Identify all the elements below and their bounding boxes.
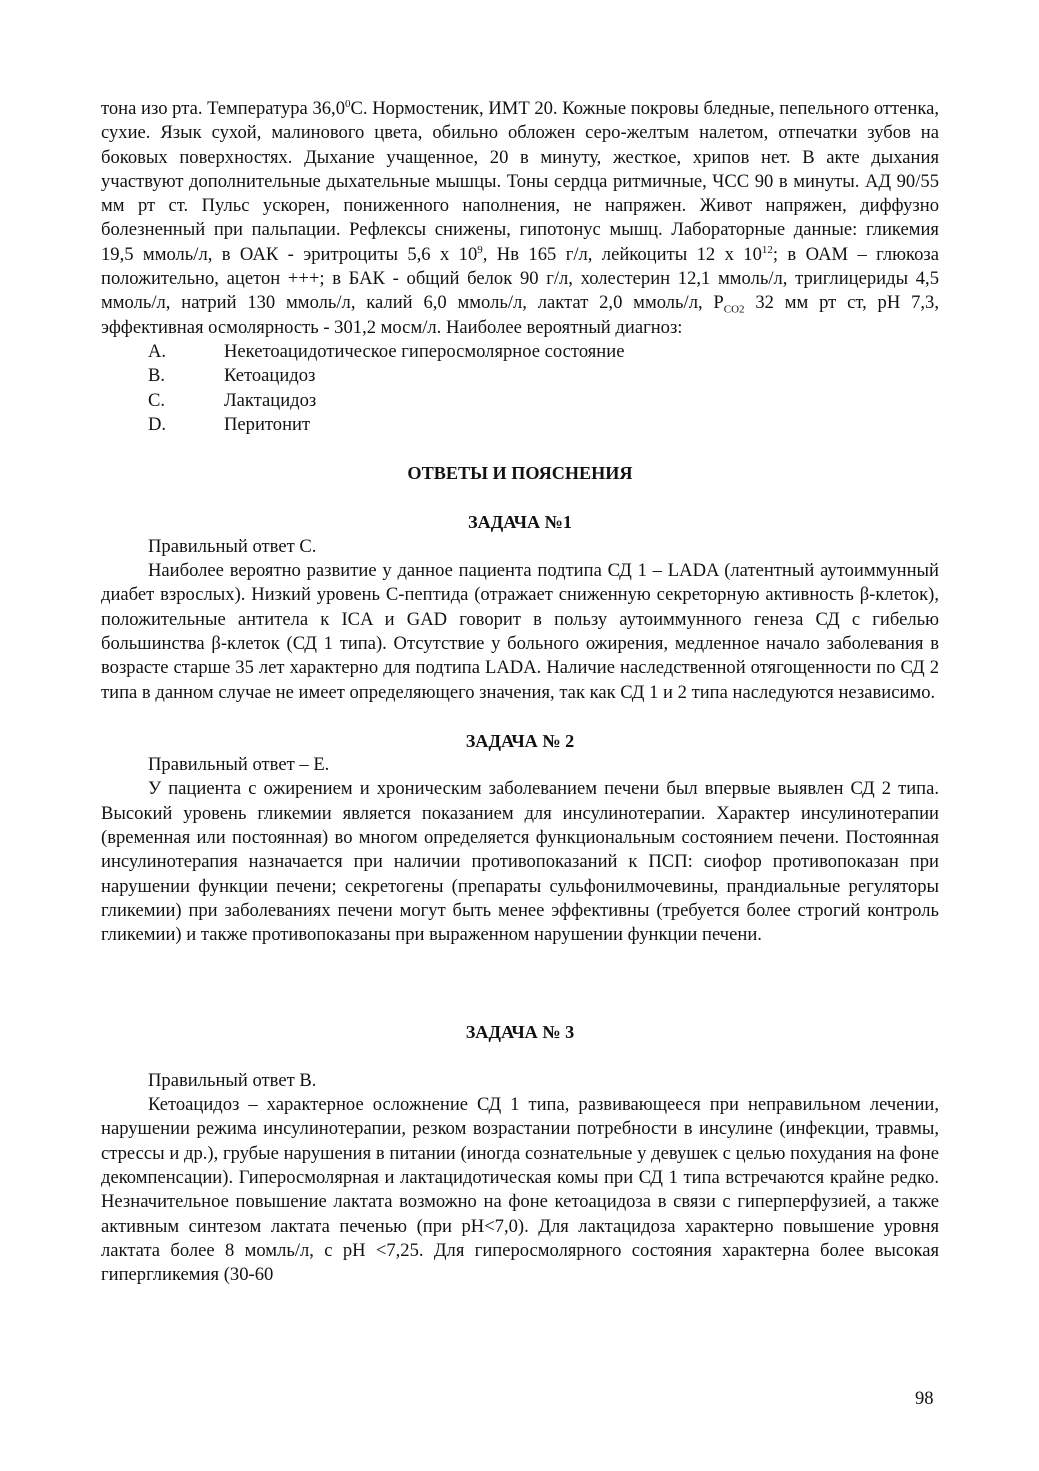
intro-text: 32 мм рт ст, рН 7,3, эффективная осмолярность - 301,2 мосм/л. Наиболее вероятный диагноз: [101, 292, 939, 338]
option-text: Некетоацидотическое гиперосмолярное состояние [224, 340, 625, 362]
task-2-answer: Правильный ответ – Е. [148, 754, 330, 776]
option-text: Перитонит [224, 413, 311, 435]
task-1-answer: Правильный ответ С. [148, 535, 317, 557]
task-1-explanation: Наиболее вероятно развитие у данное пациента подтипа СД 1 – LADA (латентный аутоиммунный диабет взрослых). Низкий уровень С-пептида (отражает сниженную секреторную активность β-клеток), положительные антитела к ICA и GAD говорит в пользу аутоиммунного генеза СД с гибелью большинства β-клеток (СД 1 типа). Отсутствие у больного ожирения, медленное начало заболевания в возрасте старше 35 лет характерно для подтипа LADA. Наличие наследственной отягощенности по СД 2 типа в данном случае не имеет определяющего значения, так как СД 1 и 2 типа наследуются независимо. [101, 560, 939, 703]
intro-text: ; в ОАМ – глюкоза положительно, ацетон +++; в БАК - общий белок 90 г/л, холестерин 12,1 ммоль/л, триглицериды 4,5 ммоль/л, натрий 130 ммоль/л, калий 6,0 ммоль/л, лактат 2,0 ммоль/л, Р [101, 243, 939, 314]
intro-text: С. Нормостеник, ИМТ 20. Кожные покровы бледные, пепельного оттенка, сухие. Язык сухой, малинового цвета, обильно обложен серо-желтым налетом, отпечатки зубов на боковых поверхностях. Дыхание учащенное, 20 в минуту, жесткое, хрипов нет. В акте дыхания участвуют дополнительные дыхательные мышцы. Тоны сердца ритмичные, ЧСС 90 в минуты. АД 90/55 мм рт ст. Пульс ускорен, пониженного наполнения, не напряжен. Живот напряжен, диффузно болезненный при пальпации. Рефлексы снижены, гипотонус мышц. Лабораторные данные: гликемия 19,5 ммоль/л, в ОАК - эритроциты 5,6 х 10 [101, 98, 939, 265]
option-letter: D. [148, 413, 167, 435]
option-text: Кетоацидоз [224, 365, 316, 387]
answer-options [101, 340, 939, 437]
option-a [101, 340, 939, 364]
section-title: ОТВЕТЫ И ПОЯСНЕНИЯ [407, 463, 633, 484]
option-letter: B. [148, 365, 166, 387]
task-3-title: ЗАДАЧА № 3 [465, 1021, 575, 1042]
task-2-title: ЗАДАЧА № 2 [465, 730, 575, 751]
task-3-answer: Правильный ответ В. [148, 1069, 317, 1091]
option-d [101, 413, 939, 437]
task-3-explanation: Кетоацидоз – характерное осложнение СД 1 типа, развивающееся при неправильном лечении, нарушении режима инсулинотерапии, резком возрастании потребности в инсулине (инфекции, травмы, стрессы и др.), грубые нарушения в питании (иногда сознательные у девушек с целью похудания на фоне декомпенсации). Гиперосмолярная и лактацидотическая комы при СД 1 типа встречаются крайне редко. Незначительное повышение лактата возможно на фоне кетоацидоза в связи с гиперперфузией, а также активным синтезом лактата печенью (при рН<7,0). Для лактацидоза характерно повышение уровня лактата более 8 момль/л, с рН <7,25. Для гиперосмолярного состояния характерна более высокая гипергликемия (30-60 [101, 1094, 939, 1286]
intro-paragraph [101, 97, 939, 340]
page-number: 98 [915, 1388, 934, 1409]
task-1-title: ЗАДАЧА №1 [467, 512, 573, 533]
page-content [101, 97, 939, 1287]
intro-text: тона изо рта. Температура 36,0 [101, 98, 346, 119]
task-2-explanation: У пациента с ожирением и хроническим заболеванием печени был впервые выявлен СД 2 типа. Высокий уровень гликемии является показанием для инсулинотерапии. Характер инсулинотерапии (временная или постоянная) во многом определяется функциональным состоянием печени. Постоянная инсулинотерапия назначается при наличии противопоказаний к ПСП: сиофор противопоказан при нарушении функции печени; секретогены (препараты сульфонилмочевины, прандиальные регуляторы гликемии) при заболеваниях печени могут быть менее эффективны (требуется более строгий контроль гликемии) и также противопоказаны при выраженном нарушении функции печени. [101, 778, 939, 946]
option-c [101, 389, 939, 413]
option-letter: A. [148, 340, 167, 362]
option-b [101, 364, 939, 388]
intro-text: , Нв 165 г/л, лейкоциты 12 х 10 [482, 243, 762, 265]
superscript: 12 [761, 243, 773, 256]
option-text: Лактацидоз [224, 389, 317, 411]
option-letter: C. [148, 389, 166, 411]
superscript: 9 [477, 243, 483, 256]
subscript: CO2 [723, 304, 745, 317]
superscript: 0 [345, 97, 351, 110]
